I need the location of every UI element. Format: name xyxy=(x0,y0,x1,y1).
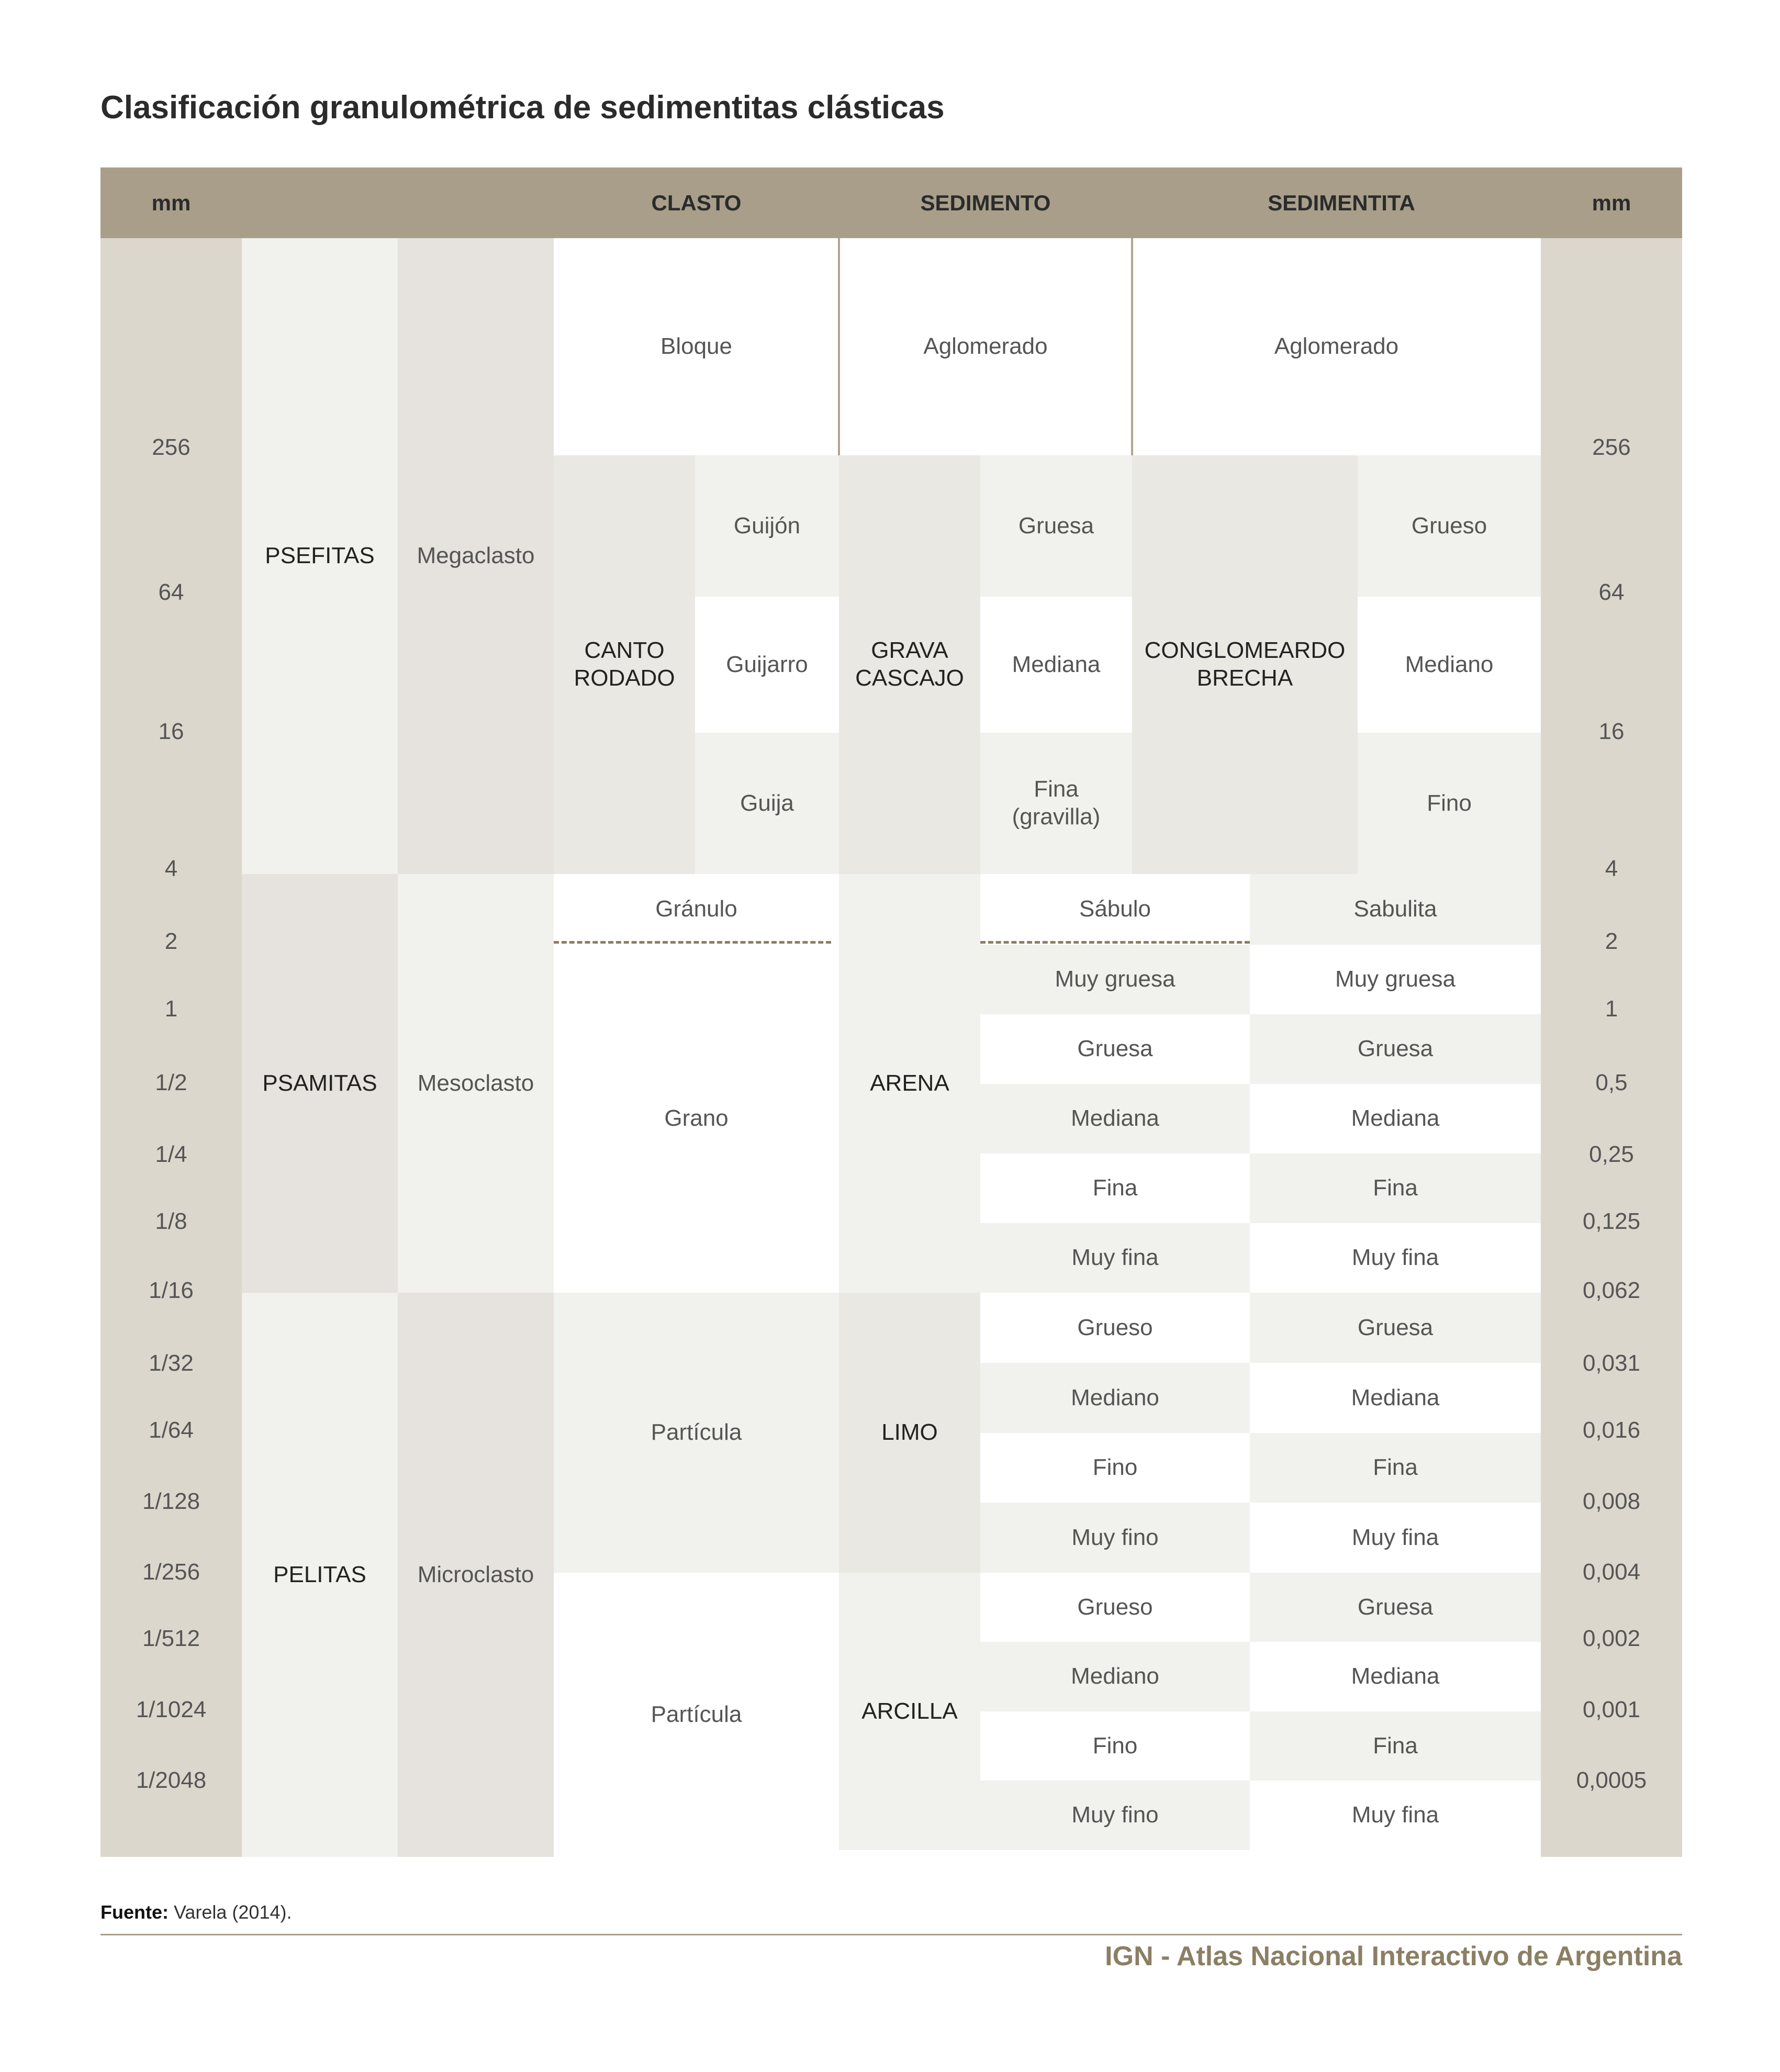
sedimentita-arcilla-sub: Fina xyxy=(1250,1711,1541,1780)
scale-left-value: 64 xyxy=(158,579,184,605)
sedimentita-fino: Fino xyxy=(1358,733,1541,874)
dashed-separator xyxy=(554,941,831,944)
clasto-guija: Guija xyxy=(695,733,839,874)
sedimentita-sabulita: Sabulita xyxy=(1250,874,1541,945)
sedimento-sabulo: Sábulo xyxy=(980,874,1250,945)
scale-left-value: 1/32 xyxy=(149,1350,194,1376)
sedimento-arena-sub: Gruesa xyxy=(980,1014,1250,1084)
scale-right-value: 0,016 xyxy=(1582,1417,1641,1443)
sedimentita-conglomerado: CONGLOMEARDO BRECHA xyxy=(1132,455,1358,874)
clast-type-micro: Microclasto xyxy=(398,1293,554,1857)
sedimento-limo: LIMO xyxy=(839,1293,980,1573)
sedimentita-arena-sub: Gruesa xyxy=(1250,1014,1541,1084)
sedimento-gruesa: Gruesa xyxy=(980,455,1132,597)
header-clasto: CLASTO xyxy=(651,190,742,215)
scale-right-value: 0,25 xyxy=(1589,1141,1634,1167)
sedimento-arena-sub: Muy fina xyxy=(980,1223,1250,1293)
source-label: Fuente: xyxy=(100,1901,169,1923)
scale-right-value: 0,004 xyxy=(1582,1559,1641,1585)
sedimentita-arcilla-sub: Mediana xyxy=(1250,1642,1541,1711)
divider xyxy=(1131,238,1133,455)
group-psamitas: PSAMITAS xyxy=(242,874,398,1293)
scale-right-value: 64 xyxy=(1598,579,1625,605)
sedimento-arcilla-sub: Mediano xyxy=(980,1642,1250,1711)
scale-left-value: 2 xyxy=(164,928,178,954)
footer-credit: IGN - Atlas Nacional Interactivo de Argentina xyxy=(1105,1941,1682,1972)
group-psefitas: PSEFITAS xyxy=(242,238,398,874)
scale-right-value: 0,002 xyxy=(1582,1626,1641,1651)
scale-left-value: 1/256 xyxy=(142,1559,200,1585)
source-text: Varela (2014). xyxy=(169,1901,292,1923)
header-mm-right: mm xyxy=(1592,190,1631,215)
scale-right-value: 256 xyxy=(1592,434,1631,460)
scale-left-value: 1/4 xyxy=(155,1141,187,1167)
sedimentita-arena-sub: Fina xyxy=(1250,1153,1541,1223)
clasto-canto-rodado: CANTO RODADO xyxy=(554,455,695,874)
scale-right-value: 0,062 xyxy=(1582,1278,1641,1303)
scale-left-value: 1/128 xyxy=(142,1488,200,1514)
sedimentita-limo-sub: Fina xyxy=(1250,1433,1541,1503)
scale-left-value: 1 xyxy=(164,996,178,1022)
clasto-guijarro: Guijarro xyxy=(695,597,839,733)
group-pelitas: PELITAS xyxy=(242,1293,398,1857)
scale-right-value: 0,001 xyxy=(1582,1697,1641,1722)
scale-right-value: 1 xyxy=(1605,996,1618,1022)
clasto-granulo: Gránulo xyxy=(554,874,839,945)
clasto-guijon: Guijón xyxy=(695,455,839,597)
sedimentita-limo-sub: Gruesa xyxy=(1250,1293,1541,1363)
footer-divider xyxy=(100,1934,1682,1935)
clasto-bloque: Bloque xyxy=(554,238,839,455)
header-sedimento: SEDIMENTO xyxy=(920,190,1051,215)
clasto-particula-limo: Partícula xyxy=(554,1293,839,1573)
sedimentita-arcilla-sub: Gruesa xyxy=(1250,1573,1541,1642)
sedimentita-aglomerado: Aglomerado xyxy=(1132,238,1541,455)
divider xyxy=(838,238,840,455)
scale-left-column xyxy=(100,238,242,1857)
header-mm-left: mm xyxy=(151,190,191,215)
header-sedimentita: SEDIMENTITA xyxy=(1268,190,1415,215)
sedimento-aglomerado: Aglomerado xyxy=(839,238,1132,455)
scale-left-value: 1/1024 xyxy=(136,1697,207,1722)
sedimentita-arena-sub: Mediana xyxy=(1250,1084,1541,1153)
scale-right-value: 4 xyxy=(1605,856,1618,881)
scale-left-value: 256 xyxy=(152,434,191,460)
table-header xyxy=(100,167,1682,238)
sedimento-arcilla-sub: Grueso xyxy=(980,1573,1250,1642)
scale-right-value: 0,031 xyxy=(1582,1350,1641,1376)
sedimento-arena-sub: Mediana xyxy=(980,1084,1250,1153)
scale-left-value: 4 xyxy=(164,856,178,881)
sedimentita-arena-sub: Muy gruesa xyxy=(1250,945,1541,1014)
scale-left-value: 1/64 xyxy=(149,1417,194,1443)
clasto-particula-arcilla: Partícula xyxy=(554,1573,839,1857)
scale-left-value: 1/2048 xyxy=(136,1767,207,1793)
dashed-separator xyxy=(980,941,1250,944)
sedimento-arena-sub: Fina xyxy=(980,1153,1250,1223)
scale-left-value: 1/2 xyxy=(155,1070,187,1095)
sedimento-arena: ARENA xyxy=(839,874,980,1293)
clast-type-meso: Mesoclasto xyxy=(398,874,554,1293)
sedimento-limo-sub: Grueso xyxy=(980,1293,1250,1363)
clast-type-mega: Megaclasto xyxy=(398,238,554,874)
scale-right-value: 0,0005 xyxy=(1576,1767,1647,1793)
scale-right-value: 0,008 xyxy=(1582,1488,1641,1514)
sedimentita-arcilla-sub: Muy fina xyxy=(1250,1780,1541,1850)
sedimento-fina-gravilla: Fina (gravilla) xyxy=(980,733,1132,874)
sedimento-limo-sub: Fino xyxy=(980,1433,1250,1503)
sedimentita-grueso: Grueso xyxy=(1358,455,1541,597)
sedimento-grava: GRAVA CASCAJO xyxy=(839,455,980,874)
sedimentita-limo-sub: Muy fina xyxy=(1250,1503,1541,1573)
scale-left-value: 16 xyxy=(158,719,184,744)
scale-right-value: 16 xyxy=(1598,719,1625,744)
page-title: Clasificación granulométrica de sedimentitas clásticas xyxy=(100,89,945,126)
clasto-grano: Grano xyxy=(554,945,839,1293)
scale-left-value: 1/16 xyxy=(149,1278,194,1303)
sedimento-limo-sub: Mediano xyxy=(980,1363,1250,1433)
sedimentita-arena-sub: Muy fina xyxy=(1250,1223,1541,1293)
sedimento-arcilla: ARCILLA xyxy=(839,1573,980,1850)
sedimento-arcilla-sub: Muy fino xyxy=(980,1780,1250,1850)
sedimentita-limo-sub: Mediana xyxy=(1250,1363,1541,1433)
source-note xyxy=(100,1901,292,1923)
scale-right-column xyxy=(1541,238,1682,1857)
scale-right-value: 0,125 xyxy=(1582,1208,1641,1234)
scale-left-value: 1/8 xyxy=(155,1208,187,1234)
scale-right-value: 0,5 xyxy=(1595,1070,1628,1095)
sedimento-arcilla-sub: Fino xyxy=(980,1711,1250,1780)
sedimento-limo-sub: Muy fino xyxy=(980,1503,1250,1573)
scale-right-value: 2 xyxy=(1605,928,1618,954)
sedimento-arena-sub: Muy gruesa xyxy=(980,945,1250,1014)
sedimento-mediana: Mediana xyxy=(980,597,1132,733)
scale-left-value: 1/512 xyxy=(142,1626,200,1651)
sedimentita-mediano: Mediano xyxy=(1358,597,1541,733)
